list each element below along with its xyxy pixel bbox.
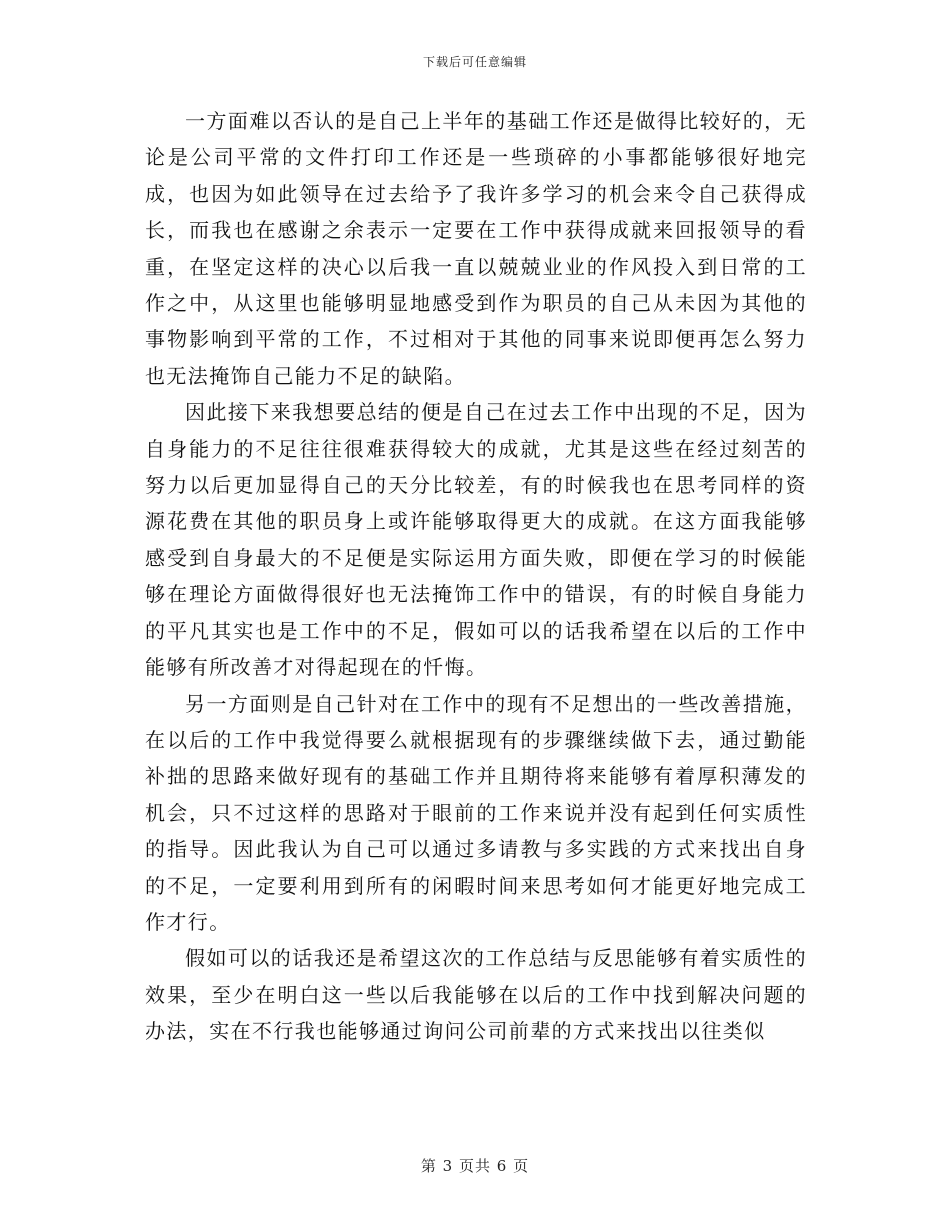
paragraph-3: 另一方面则是自己针对在工作中的现有不足想出的一些改善措施，在以后的工作中我觉得要么就根据现有的步骤继续做下去，通过勤能补拙的思路来做好现有的基础工作并且期待将来能够有着厚积薄发的机会，只不过这样的思路对于眼前的工作来说并没有起到任何实质性的指导。因此我认为自己可以通过多请教与多实践的方式来找出自身的不足，一定要利用到所有的闲暇时间来思考如何才能更好地完成工作才行。 [145,691,807,934]
paragraph-2: 因此接下来我想要总结的便是自己在过去工作中出现的不足，因为自身能力的不足往往很难获得较大的成就，尤其是这些在经过刻苦的努力以后更加显得自己的天分比较差，有的时候我也在思考同样的资源花费在其他的职员身上或许能够取得更大的成就。在这方面我能够感受到自身最大的不足便是实际运用方面失败，即便在学习的时候能够在理论方面做得很好也无法掩饰工作中的错误，有的时候自身能力的平凡其实也是工作中的不足，假如可以的话我希望在以后的工作中能够有所改善才对得起现在的忏悔。 [145,400,807,680]
paragraph-1: 一方面难以否认的是自己上半年的基础工作还是做得比较好的，无论是公司平常的文件打印工作还是一些琐碎的小事都能够很好地完成，也因为如此领导在过去给予了我许多学习的机会来令自己获得成长，而我也在感谢之余表示一定要在工作中获得成就来回报领导的看重，在坚定这样的决心以后我一直以兢兢业业的作风投入到日常的工作之中，从这里也能够明显地感受到作为职员的自己从未因为其他的事物影响到平常的工作，不过相对于其他的同事来说即便再怎么努力也无法掩饰自己能力不足的缺陷。 [145,109,807,388]
document-body [145,103,807,1050]
page-number-footer: 第 3 页共 6 页 [420,1157,530,1175]
paragraph-4: 假如可以的话我还是希望这次的工作总结与反思能够有着实质性的效果，至少在明白这一些以后我能够在以后的工作中找到解决问题的办法，实在不行我也能够通过询问公司前辈的方式来找出以往类似 [145,946,807,1044]
page-header: 下载后可任意编辑 [422,55,527,69]
